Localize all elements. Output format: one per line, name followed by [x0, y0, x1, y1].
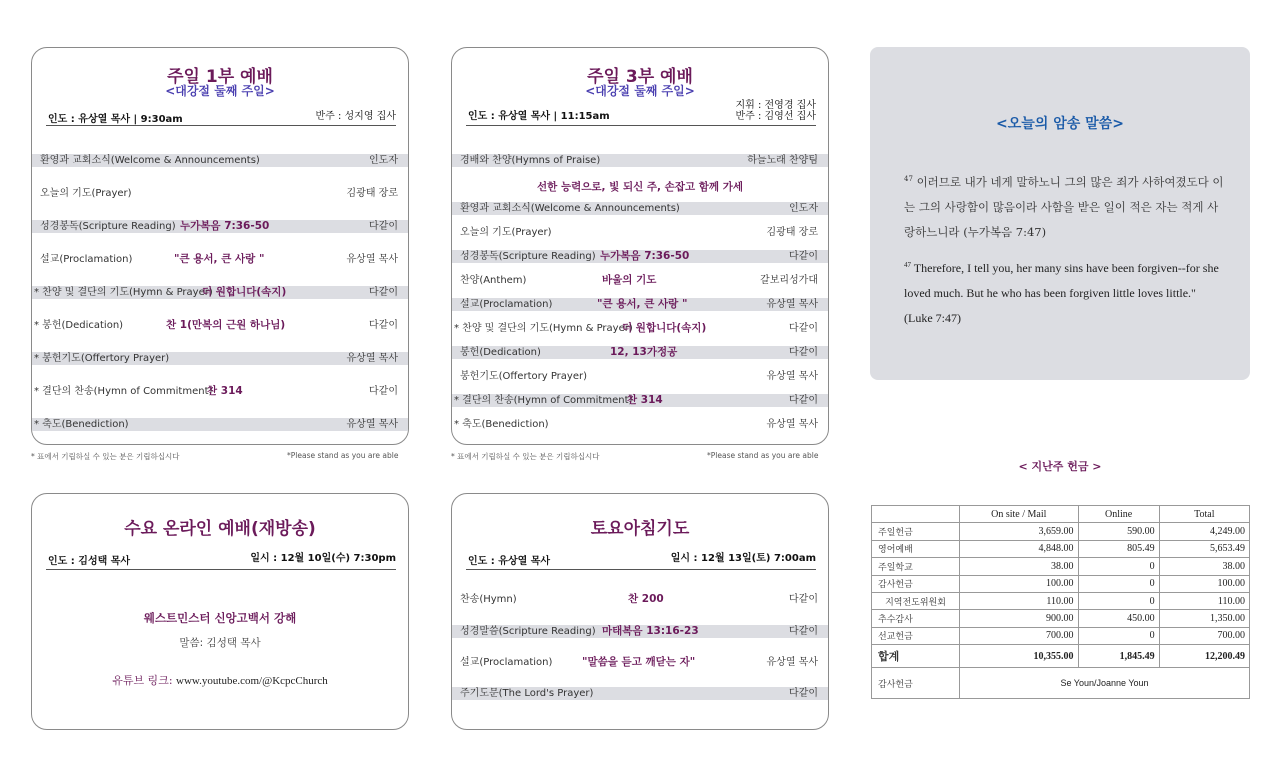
row-category: 지역전도위원회 — [872, 592, 960, 609]
row-special: 마태복음 13:16-23 — [602, 625, 699, 637]
saturday-meta — [468, 552, 816, 567]
memory-verse-english — [904, 253, 1224, 331]
wednesday-meta — [48, 552, 396, 567]
row-label: 설교(Proclamation) — [40, 254, 133, 265]
row-leader: 다같이 — [789, 395, 818, 406]
service3-footnote-ko: * 표에서 기립하실 수 있는 분은 기립하십시다 — [451, 452, 600, 461]
row-leader: 다같이 — [369, 386, 398, 397]
row-special: "큰 용서, 큰 사랑 " — [597, 298, 688, 310]
row-leader: 김광태 장로 — [766, 227, 818, 238]
wednesday-title: 수요 온라인 예배(재방송) — [124, 519, 316, 539]
table-row — [872, 575, 1250, 592]
row-label: * 축도(Benediction) — [34, 419, 129, 430]
list-item — [452, 154, 828, 167]
list-item — [452, 687, 828, 700]
cell-total: 5,653.49 — [1159, 540, 1249, 557]
row-label: 설교(Proclamation) — [460, 657, 553, 668]
table-thanks-row — [872, 668, 1250, 699]
list-item — [452, 593, 828, 606]
row-leader: 유상열 목사 — [766, 299, 818, 310]
table-row — [872, 540, 1250, 557]
column-header: On site / Mail — [960, 506, 1079, 523]
memory-verse-title: <오늘의 암송 말씀> — [996, 116, 1124, 132]
row-category: 주일헌금 — [872, 523, 960, 540]
wednesday-date: 일시 : 12월 10일(수) 7:30pm — [250, 553, 396, 564]
row-label: * 찬양 및 결단의 기도(Hymn & Prayer) — [34, 287, 213, 298]
cell-total: 700.00 — [1159, 627, 1249, 644]
table-row — [872, 523, 1250, 540]
cell-total: 12,200.49 — [1159, 645, 1249, 668]
list-item — [452, 625, 828, 638]
verse-text-korean: 이러므로 내가 네게 말하노니 그의 많은 죄가 사하여졌도다 이는 그의 사랑함이 많음이라 사함을 받은 일이 적은 자는 적게 사랑하느니라 (누가복음 7:47) — [904, 174, 1224, 239]
row-special: "큰 용서, 큰 사랑 " — [174, 253, 265, 265]
row-label: 환영과 교회소식(Welcome & Announcements) — [460, 203, 680, 214]
service1-subtitle: <대강절 둘째 주일> — [165, 84, 275, 98]
service3-praise-songs: 선한 능력으로, 빛 되신 주, 손잡고 함께 가세 — [537, 181, 743, 193]
verse-number: 47 — [904, 261, 911, 269]
row-label: * 결단의 찬송(Hymn of Commitment) — [34, 386, 213, 397]
row-special: 찬 314 — [627, 394, 663, 406]
service1-footnote-ko: * 표에서 기립하실 수 있는 분은 기립하십시다 — [31, 452, 180, 461]
service1-divider — [46, 125, 396, 126]
row-special: 찬 314 — [207, 385, 243, 397]
table-header-empty — [872, 506, 960, 523]
list-item — [452, 322, 828, 335]
saturday-date: 일시 : 12월 13일(토) 7:00am — [670, 553, 816, 564]
row-leader: 다같이 — [789, 688, 818, 699]
row-category: 추수감사 — [872, 610, 960, 627]
cell-online: 1,845.49 — [1078, 645, 1159, 668]
list-item — [32, 319, 408, 332]
row-label: 성경말씀(Scripture Reading) — [460, 626, 596, 637]
cell-onsite: 110.00 — [960, 592, 1079, 609]
saturday-divider — [466, 569, 816, 570]
list-item — [452, 274, 828, 287]
row-label: 오늘의 기도(Prayer) — [40, 188, 132, 199]
cell-total: 38.00 — [1159, 558, 1249, 575]
row-leader: 유상열 목사 — [766, 657, 818, 668]
table-total-row — [872, 645, 1250, 668]
verse-text-english: Therefore, I tell you, her many sins have been forgiven--for she loved much. But he who has been forgiven little loves little." (Luke 7:47) — [904, 261, 1219, 325]
cell-onsite: 4,848.00 — [960, 540, 1079, 557]
list-item — [452, 298, 828, 311]
list-item — [452, 250, 828, 263]
row-leader: 유상열 목사 — [346, 419, 398, 430]
row-leader: 김광태 장로 — [346, 188, 398, 199]
row-leader: 유상열 목사 — [766, 419, 818, 430]
cell-onsite: 10,355.00 — [960, 645, 1079, 668]
row-leader: 다같이 — [789, 251, 818, 262]
row-label: 성경봉독(Scripture Reading) — [40, 221, 176, 232]
cell-total: 110.00 — [1159, 592, 1249, 609]
service3-leader: 인도 : 유상열 목사 | 11:15am — [468, 111, 610, 122]
list-item — [452, 394, 828, 407]
row-category: 주일학교 — [872, 558, 960, 575]
service3-subtitle: <대강절 둘째 주일> — [585, 84, 695, 98]
service3-meta — [468, 99, 816, 122]
row-special: 누가복음 7:36-50 — [600, 250, 690, 262]
saturday-title: 토요아침기도 — [590, 519, 690, 539]
row-category: 감사헌금 — [872, 575, 960, 592]
cell-online: 0 — [1078, 575, 1159, 592]
row-leader: 인도자 — [789, 203, 818, 214]
offering-title: < 지난주 헌금 > — [1018, 460, 1102, 473]
service3-card — [451, 47, 829, 445]
list-item — [452, 202, 828, 215]
row-label: 찬송(Hymn) — [460, 594, 517, 605]
service3-staff — [735, 100, 816, 122]
list-item — [452, 346, 828, 359]
row-category: 선교헌금 — [872, 627, 960, 644]
wednesday-divider — [46, 569, 396, 570]
row-special: 더 원합니다(속지) — [622, 322, 707, 334]
list-item — [452, 226, 828, 239]
saturday-card — [451, 493, 829, 730]
column-header: Total — [1159, 506, 1249, 523]
row-leader: 유상열 목사 — [766, 371, 818, 382]
row-leader: 유상열 목사 — [346, 353, 398, 364]
wednesday-card — [31, 493, 409, 730]
offering-table — [871, 505, 1250, 699]
saturday-leader: 인도 : 유상열 목사 — [468, 556, 551, 567]
service1-accompanist: 반주 : 성지영 집사 — [315, 111, 396, 122]
row-leader: 다같이 — [789, 323, 818, 334]
row-category: 합계 — [872, 645, 960, 668]
cell-online: 590.00 — [1078, 523, 1159, 540]
row-leader: 하늘노래 찬양팀 — [747, 155, 818, 166]
row-leader: 다같이 — [369, 287, 398, 298]
cell-onsite: 3,659.00 — [960, 523, 1079, 540]
table-row — [872, 610, 1250, 627]
table-row — [872, 627, 1250, 644]
row-special: 찬 1(만복의 근원 하나님) — [166, 319, 286, 331]
cell-online: 450.00 — [1078, 610, 1159, 627]
list-item — [452, 656, 828, 669]
service3-footnote-en: *Please stand as you are able — [707, 451, 819, 460]
service1-card — [31, 47, 409, 445]
row-label: 봉헌(Dedication) — [460, 347, 541, 358]
row-category: 영어예배 — [872, 540, 960, 557]
service3-title: 주일 3부 예배 — [587, 67, 693, 87]
row-label: * 봉헌기도(Offertory Prayer) — [34, 353, 170, 364]
row-label: 찬양(Anthem) — [460, 275, 527, 286]
service1-leader: 인도 : 유상열 목사 | 9:30am — [48, 114, 183, 125]
cell-online: 0 — [1078, 592, 1159, 609]
row-label: 봉헌기도(Offertory Prayer) — [460, 371, 587, 382]
list-item — [32, 418, 408, 431]
row-label: 환영과 교회소식(Welcome & Announcements) — [40, 155, 260, 166]
row-leader: 인도자 — [369, 155, 398, 166]
wednesday-youtube — [32, 672, 408, 688]
cell-onsite: 900.00 — [960, 610, 1079, 627]
table-row — [872, 592, 1250, 609]
column-header: Online — [1078, 506, 1159, 523]
service3-accompanist: 반주 : 김영선 집사 — [735, 111, 816, 122]
cell-online: 0 — [1078, 627, 1159, 644]
row-label: * 찬양 및 결단의 기도(Hymn & Prayer) — [454, 323, 633, 334]
row-label: * 축도(Benediction) — [454, 419, 549, 430]
cell-onsite: 38.00 — [960, 558, 1079, 575]
row-category: 감사헌금 — [872, 668, 960, 699]
list-item — [32, 253, 408, 266]
row-special: 누가복음 7:36-50 — [180, 220, 270, 232]
cell-onsite: 100.00 — [960, 575, 1079, 592]
row-special: 12, 13가정공 — [610, 346, 678, 358]
list-item — [32, 286, 408, 299]
row-leader: 다같이 — [789, 626, 818, 637]
row-label: 설교(Proclamation) — [460, 299, 553, 310]
cell-online: 0 — [1078, 558, 1159, 575]
service3-divider — [466, 125, 816, 126]
service1-title: 주일 1부 예배 — [167, 67, 273, 87]
wednesday-speaker: 말씀: 김성택 목사 — [179, 637, 261, 649]
memory-verse-korean — [904, 167, 1224, 245]
row-label: 오늘의 기도(Prayer) — [460, 227, 552, 238]
row-special: "말씀을 듣고 깨닫는 자" — [582, 656, 696, 668]
memory-verse-panel — [870, 47, 1250, 380]
row-label: * 봉헌(Dedication) — [34, 320, 124, 331]
service1-meta — [48, 110, 396, 125]
wednesday-leader: 인도 : 김성택 목사 — [48, 556, 131, 567]
thanks-names: Se Youn/Joanne Youn — [960, 668, 1250, 699]
row-leader: 다같이 — [369, 221, 398, 232]
list-item — [32, 352, 408, 365]
wednesday-topic: 웨스트민스터 신앙고백서 강해 — [143, 611, 297, 625]
row-label: 성경봉독(Scripture Reading) — [460, 251, 596, 262]
row-special: 바울의 기도 — [602, 274, 657, 286]
row-label: 주기도문(The Lord's Prayer) — [460, 688, 594, 699]
list-item — [32, 220, 408, 233]
cell-total: 100.00 — [1159, 575, 1249, 592]
youtube-label: 유튜브 링크: — [112, 674, 173, 687]
table-header-row — [872, 506, 1250, 523]
cell-total: 4,249.00 — [1159, 523, 1249, 540]
table-row — [872, 558, 1250, 575]
list-item — [32, 154, 408, 167]
cell-total: 1,350.00 — [1159, 610, 1249, 627]
list-item — [32, 187, 408, 200]
service3-conductor: 지휘 : 전영경 집사 — [735, 100, 816, 111]
row-label: * 결단의 찬송(Hymn of Commitment) — [454, 395, 633, 406]
list-item — [452, 370, 828, 383]
row-leader: 다같이 — [369, 320, 398, 331]
service1-footnote-en: *Please stand as you are able — [287, 451, 399, 460]
row-special: 더 원합니다(속지) — [202, 286, 287, 298]
list-item — [452, 418, 828, 431]
row-special: 찬 200 — [628, 593, 664, 605]
cell-online: 805.49 — [1078, 540, 1159, 557]
row-leader: 갈보리성가대 — [760, 275, 818, 286]
cell-onsite: 700.00 — [960, 627, 1079, 644]
row-leader: 다같이 — [789, 594, 818, 605]
youtube-link[interactable]: www.youtube.com/@KcpcChurch — [176, 675, 328, 687]
row-label: 경배와 찬양(Hymns of Praise) — [460, 155, 601, 166]
verse-number: 47 — [904, 175, 913, 183]
list-item — [32, 385, 408, 398]
row-leader: 다같이 — [789, 347, 818, 358]
row-leader: 유상열 목사 — [346, 254, 398, 265]
